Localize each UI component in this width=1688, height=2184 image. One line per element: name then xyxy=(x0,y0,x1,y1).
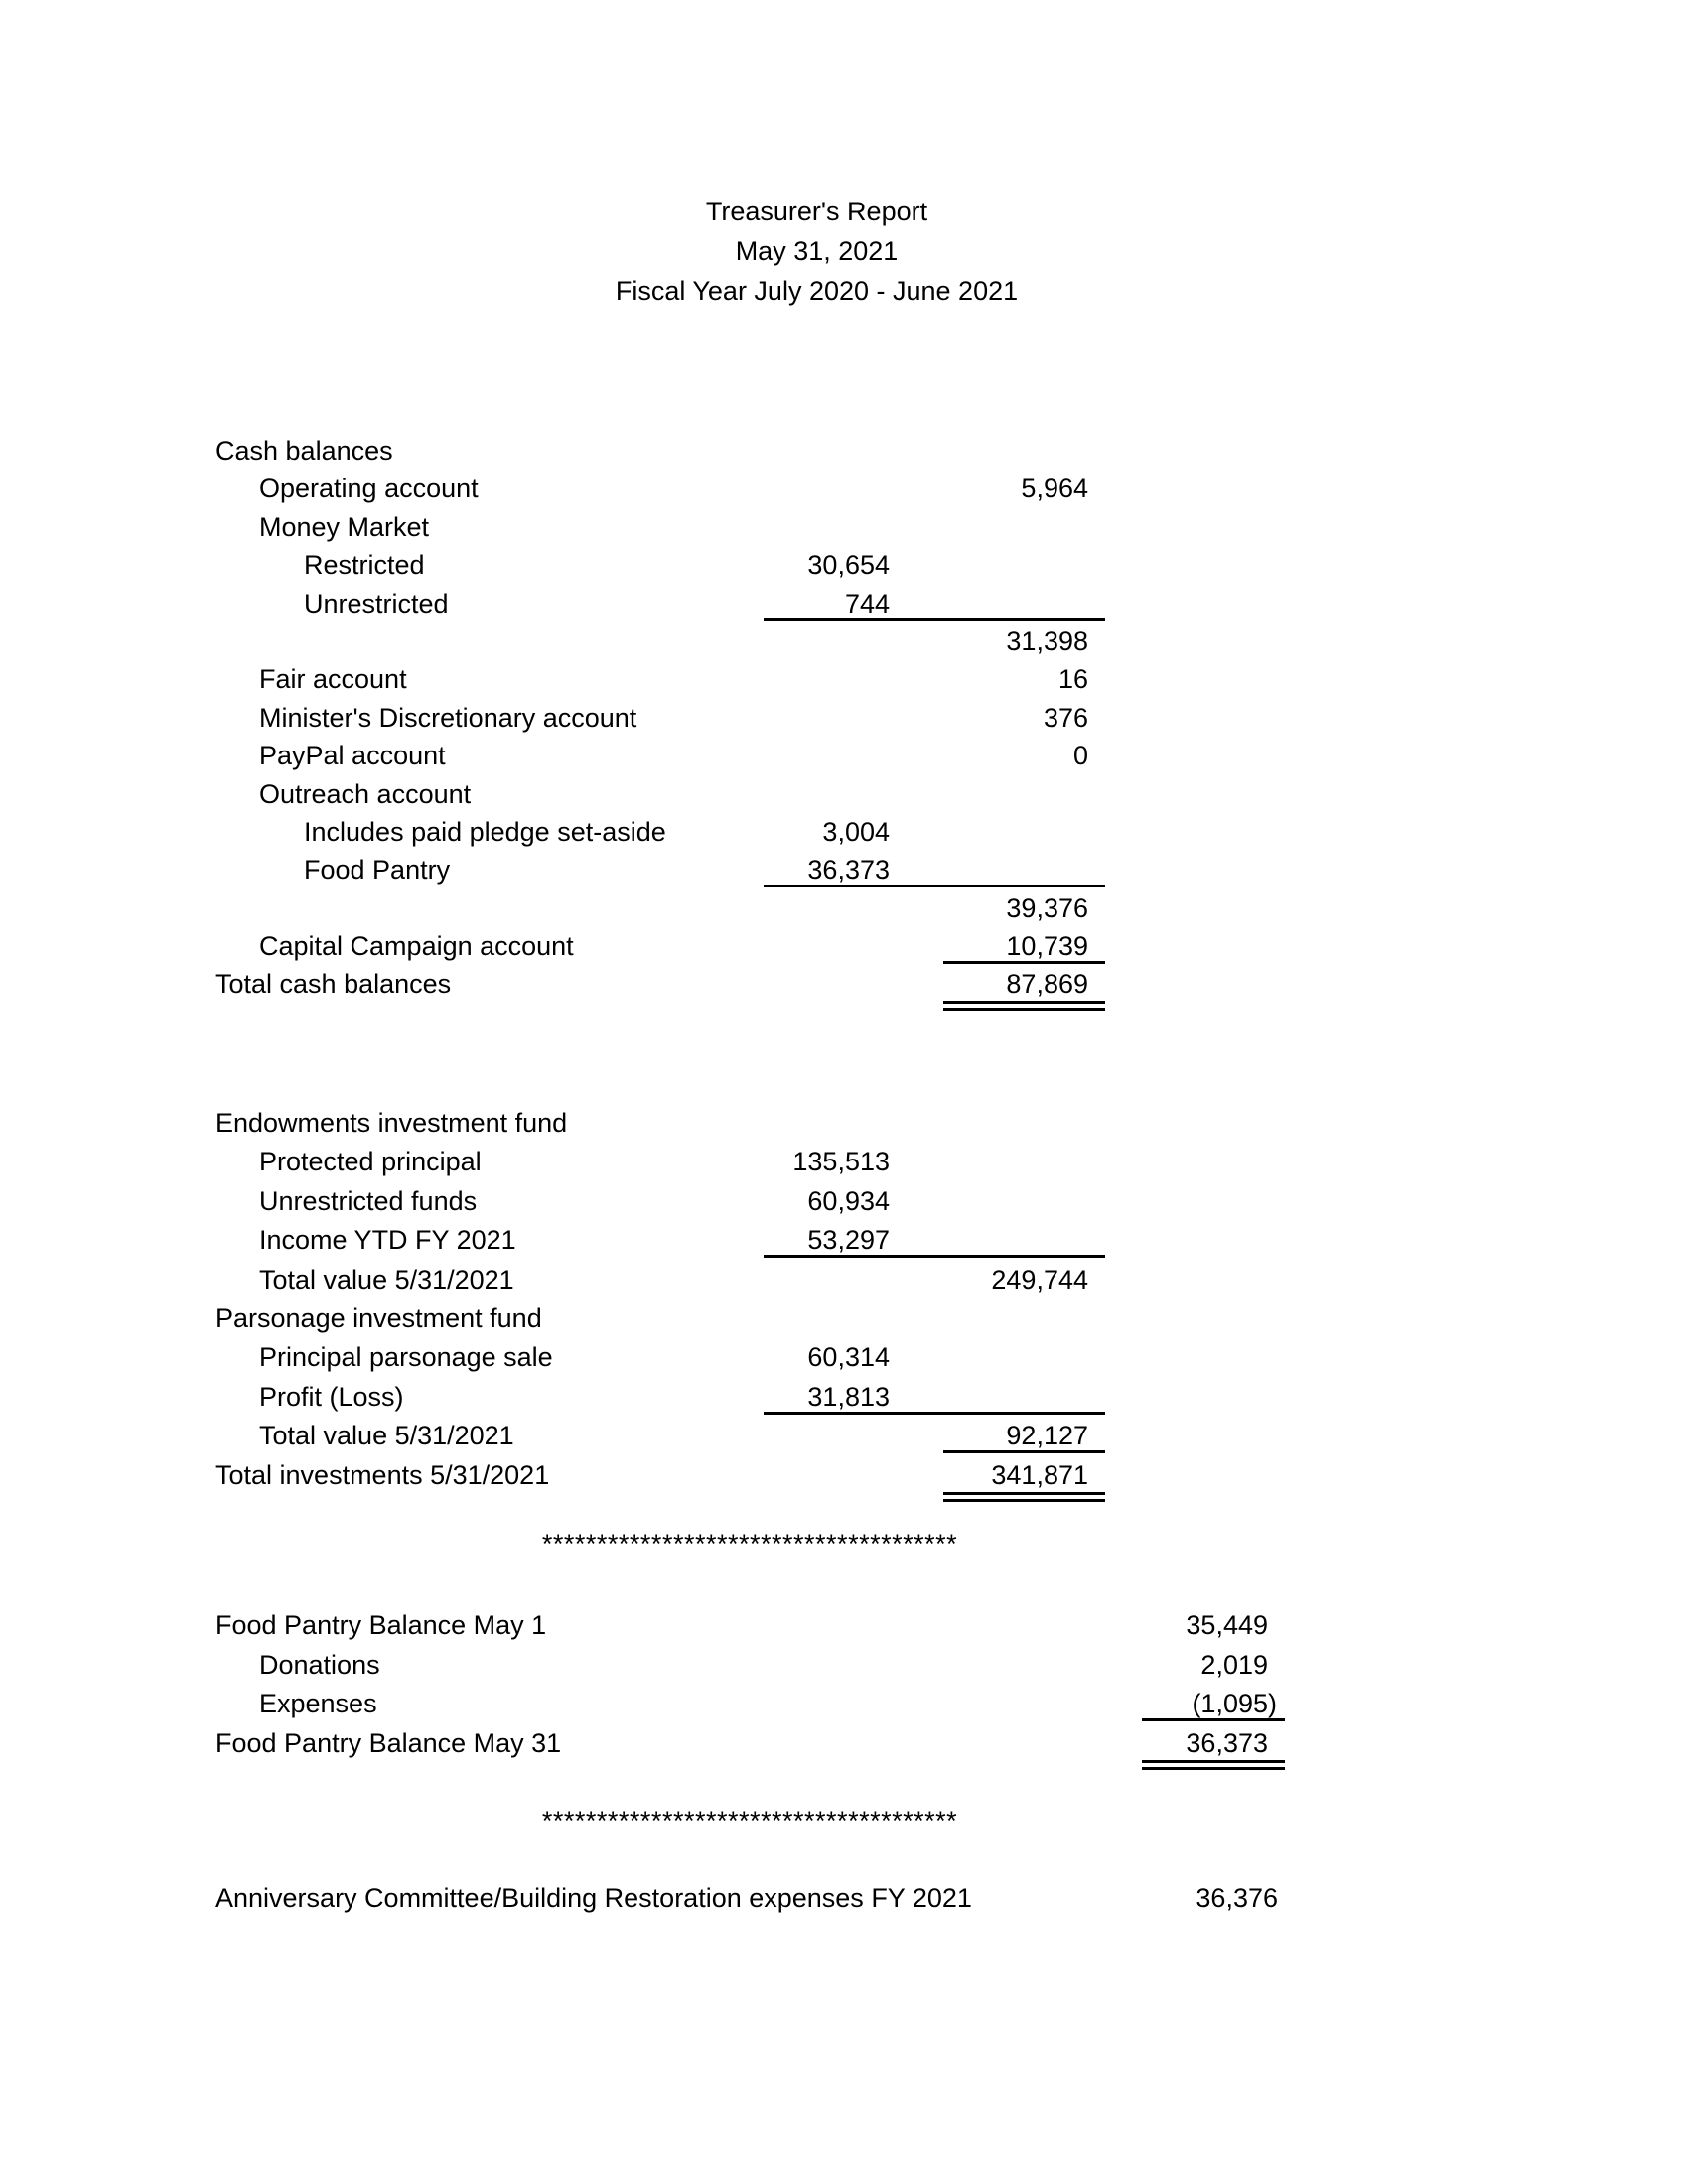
report-fiscal-year: Fiscal Year July 2020 - June 2021 xyxy=(615,276,1019,306)
row-label: Total value 5/31/2021 xyxy=(259,1421,514,1451)
row-value: 36,376 xyxy=(1196,1883,1278,1913)
row-label: Profit (Loss) xyxy=(259,1381,404,1412)
row-value: 5,964 xyxy=(1021,474,1088,504)
grand-total-rule xyxy=(943,1001,1105,1011)
table-row xyxy=(0,665,1688,703)
row-value: 36,373 xyxy=(807,855,890,886)
subtotal-rule xyxy=(1142,1718,1285,1721)
row-label: Unrestricted xyxy=(304,588,449,618)
row-value: 16 xyxy=(1057,664,1088,695)
row-value: 60,934 xyxy=(807,1185,890,1216)
row-value: 10,739 xyxy=(1006,931,1088,962)
table-row xyxy=(0,742,1688,779)
table-row xyxy=(0,590,1688,627)
row-label: Unrestricted funds xyxy=(259,1185,478,1216)
table-row xyxy=(0,1611,1688,1651)
subtotal-rule xyxy=(764,618,1105,621)
table-row xyxy=(0,513,1688,551)
row-value: 249,744 xyxy=(991,1264,1088,1295)
table-row xyxy=(0,437,1688,475)
grand-total-rule xyxy=(1142,1760,1285,1770)
row-value: 53,297 xyxy=(807,1225,890,1256)
table-row xyxy=(0,1884,1688,1924)
cash-balances-section xyxy=(0,437,1688,1009)
separator-line: ************************************** xyxy=(541,1529,958,1559)
row-label: Minister's Discretionary account xyxy=(259,702,637,733)
table-row xyxy=(0,780,1688,818)
separator-line: ************************************** xyxy=(541,1806,958,1836)
section-heading: Endowments investment fund xyxy=(215,1108,568,1138)
table-row xyxy=(0,932,1688,970)
row-label: Donations xyxy=(259,1649,380,1680)
row-label: Food Pantry xyxy=(304,855,451,886)
table-row xyxy=(0,551,1688,589)
subtotal-value: 39,376 xyxy=(1006,892,1088,923)
row-value: 2,019 xyxy=(1200,1649,1268,1680)
subtotal-rule xyxy=(943,961,1105,964)
row-value: 0 xyxy=(1072,741,1088,771)
row-label: Protected principal xyxy=(259,1147,482,1177)
table-row xyxy=(0,1729,1688,1769)
total-label: Food Pantry Balance May 31 xyxy=(215,1728,562,1759)
row-label: Principal parsonage sale xyxy=(259,1342,553,1373)
grand-total-rule xyxy=(943,1492,1105,1502)
row-label: Money Market xyxy=(259,511,430,542)
total-label: Total cash balances xyxy=(215,969,452,1000)
table-row xyxy=(0,818,1688,856)
table-row xyxy=(0,1304,1688,1343)
report-header xyxy=(0,192,1633,311)
section-heading: Parsonage investment fund xyxy=(215,1302,542,1333)
row-label: Income YTD FY 2021 xyxy=(259,1225,516,1256)
table-row xyxy=(0,894,1688,932)
total-value: 341,871 xyxy=(991,1459,1088,1490)
row-label: Total value 5/31/2021 xyxy=(259,1264,514,1295)
subtotal-rule xyxy=(764,1412,1105,1415)
row-label: Capital Campaign account xyxy=(259,931,574,962)
table-row xyxy=(0,1226,1688,1265)
total-label: Total investments 5/31/2021 xyxy=(215,1459,550,1490)
table-row xyxy=(0,1343,1688,1382)
table-row xyxy=(0,704,1688,742)
row-label: PayPal account xyxy=(259,741,446,771)
row-value: 376 xyxy=(1043,702,1088,733)
row-value: 60,314 xyxy=(807,1342,890,1373)
table-row xyxy=(0,1422,1688,1460)
report-date: May 31, 2021 xyxy=(735,236,899,266)
table-row xyxy=(0,1383,1688,1422)
row-value: 30,654 xyxy=(807,550,890,581)
anniversary-section xyxy=(0,1884,1688,1924)
investments-section xyxy=(0,1109,1688,1500)
table-row xyxy=(0,1690,1688,1729)
row-value: 135,513 xyxy=(792,1147,890,1177)
table-row xyxy=(0,1148,1688,1186)
table-row xyxy=(0,1651,1688,1691)
row-value: (1,095) xyxy=(1192,1689,1277,1719)
table-row xyxy=(0,1461,1688,1500)
subtotal-rule xyxy=(764,885,1105,887)
row-label: Outreach account xyxy=(259,778,472,809)
row-value: 31,813 xyxy=(807,1381,890,1412)
row-label: Restricted xyxy=(304,550,425,581)
table-row xyxy=(0,627,1688,665)
subtotal-rule xyxy=(943,1450,1105,1453)
table-row xyxy=(0,475,1688,512)
total-value: 36,373 xyxy=(1186,1728,1268,1759)
row-label: Fair account xyxy=(259,664,407,695)
table-row xyxy=(0,1266,1688,1304)
row-value: 92,127 xyxy=(1006,1421,1088,1451)
row-value: 35,449 xyxy=(1186,1610,1268,1640)
row-label: Operating account xyxy=(259,474,479,504)
section-heading: Cash balances xyxy=(215,436,393,466)
row-value: 744 xyxy=(844,588,890,618)
table-row xyxy=(0,856,1688,893)
row-label: Expenses xyxy=(259,1689,377,1719)
table-row xyxy=(0,1187,1688,1226)
row-label: Includes paid pledge set-aside xyxy=(304,816,666,847)
subtotal-rule xyxy=(764,1255,1105,1258)
table-row xyxy=(0,1109,1688,1148)
subtotal-value: 31,398 xyxy=(1006,625,1088,656)
row-label: Food Pantry Balance May 1 xyxy=(215,1610,547,1640)
food-pantry-section xyxy=(0,1611,1688,1769)
table-row xyxy=(0,970,1688,1008)
row-label: Anniversary Committee/Building Restoration expenses FY 2021 xyxy=(215,1883,972,1913)
total-value: 87,869 xyxy=(1006,969,1088,1000)
row-value: 3,004 xyxy=(822,816,890,847)
report-title: Treasurer's Report xyxy=(705,197,928,226)
